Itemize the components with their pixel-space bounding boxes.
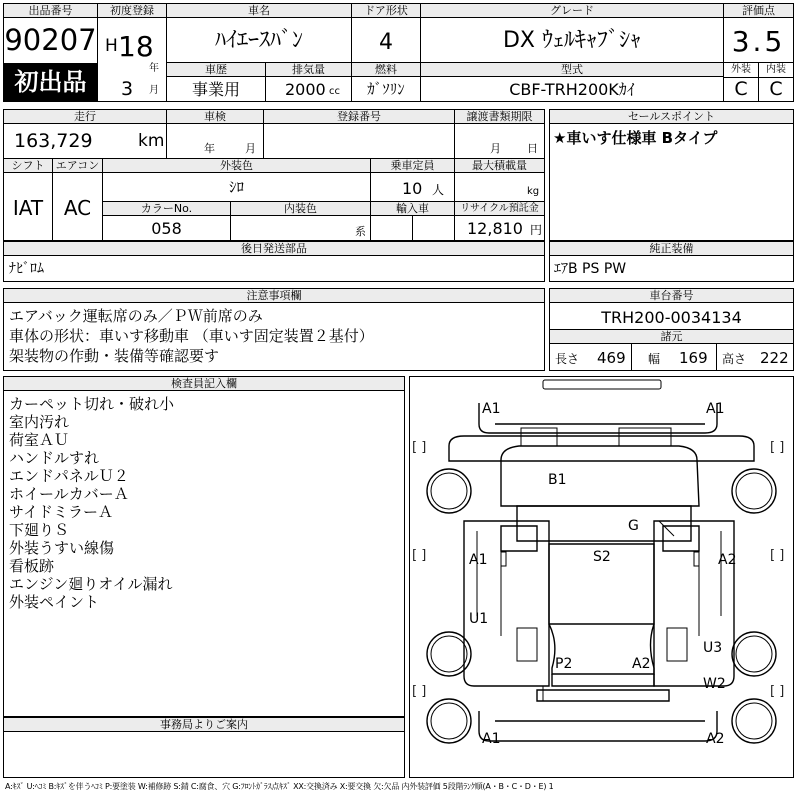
mark-left-rear: U1 [469,611,489,627]
car-name: ﾊｲｴｰｽﾊﾞﾝ [214,28,303,53]
notes-line: 車体の形状：車いす移動車 （車いす固定装置２基付） [9,327,374,345]
fuel-value: ｶﾞｿﾘﾝ [367,80,405,98]
bracket-mark: [ ] [770,440,785,455]
inspector-line: エンジン廻りオイル漏れ [9,575,173,593]
grade-label: グレード [421,4,723,18]
score-value: 3.5 [731,25,786,58]
ext-color-value: ｼﾛ [228,178,244,196]
inspection-label: 車検 [167,110,263,124]
car-diagram [409,376,794,778]
fuel-label: 燃料 [352,63,420,77]
mark-roof: S2 [593,549,611,565]
lot-label: 出品番号 [4,4,97,18]
doors-value: 4 [379,30,393,55]
displacement-label: 排気量 [266,63,351,77]
bracket-mark: [ ] [770,548,785,563]
sales-points-text: ★車いす仕様車 Bタイプ [553,129,718,147]
model-value: CBF-TRH200Kｶｲ [509,80,635,99]
office-label: 事務局よりご案内 [4,718,404,732]
aircon-value: AC [63,196,92,220]
doors-label: ドア形状 [352,4,420,18]
mark-rear-glass: P2 [555,656,573,672]
aircon-label: エアコン [53,159,102,173]
shift-value: IAT [12,196,44,220]
bracket-mark: [ ] [412,440,427,455]
mark-hood: B1 [548,472,567,488]
inspector-line: 看板跡 [9,557,55,575]
mileage-label: 走行 [4,110,166,124]
dimensions-label: 諸元 [550,330,793,344]
height-value: 222 [760,349,789,367]
displacement-value: 2000 [285,80,326,99]
grade-value: DX ｳｪﾙｷｬﾌﾞｼｬ [502,28,641,53]
registration-label: 初度登録 [98,4,166,18]
capacity-label: 乗車定員 [371,159,454,173]
chassis-value: TRH200-0034134 [601,308,742,327]
inspector-line: 外装うすい線傷 [9,539,115,557]
inspector-line: 荷室ＡＵ [9,431,70,449]
legend: A:ｷｽﾞ U:ﾍｺﾐ B:ｷｽﾞを伴うﾍｺﾐ P:要塗装 W:補修跡 S:錆 C:腐食、穴 G:ﾌﾛﾝﾄｶﾞﾗｽ点ｷｽﾞ XX:交換済み X:要交換 欠:欠品 内外装評価 5段階ﾗﾝｸ順(A・B・C・D・E) 1 [5,782,554,791]
inspector-line: ハンドルすれ [9,449,100,467]
notes-line: エアバック運転席のみ／ＰＷ前席のみ [9,307,263,325]
max-load-label: 最大積載量 [455,159,544,173]
registration-year: 18 [118,30,154,63]
details-block [3,109,545,241]
ext-color-label: 外装色 [103,159,370,173]
mark-left-door: A1 [469,552,488,568]
chassis-label: 車台番号 [550,289,793,303]
inspector-line: ホイールカバーＡ [9,485,129,503]
history-value: 事業用 [191,80,240,99]
int-color-label: 内装色 [231,202,370,216]
shift-label: シフト [4,159,52,173]
inspector-line: 下廻りＳ [9,521,70,539]
inspector-line: 外装ペイント [9,593,100,611]
sales-points-label: セールスポイント [550,110,793,124]
mark-windshield: G [628,518,639,534]
mileage-value: 163,729 [14,130,93,152]
length-value: 469 [597,349,626,367]
color-no-value: 058 [151,219,182,238]
genuine-equip-label: 純正装備 [550,242,793,256]
width-value: 169 [679,349,708,367]
inspector-label: 検査員記入欄 [4,377,404,391]
inspector-line: 室内汚れ [9,413,70,431]
registration-era: H [105,36,118,56]
history-label: 車歴 [167,63,265,77]
mark-rear-panel: A2 [632,656,651,672]
inspector-line: サイドミラーＡ [9,503,113,521]
mark-rear-right: W2 [703,676,726,692]
import-label: 輸入車 [371,202,454,216]
genuine-equip-value: ｴｱB PS PW [554,261,627,277]
interior-score: C [769,78,783,100]
registration-month: 3 [121,78,134,100]
later-parts-label: 後日発送部品 [4,242,544,256]
car-name-label: 車名 [167,4,351,18]
mark-front-right: A1 [706,401,725,417]
transfer-label: 譲渡書類期限 [455,110,544,124]
score-label: 評価点 [724,4,793,18]
color-no-label: カラーNo. [103,202,230,216]
mark-rear-bumper-left: A1 [482,731,501,747]
recycle-label: リサイクル預託金 [455,202,544,216]
model-label: 型式 [421,63,723,77]
first-time-label: 初出品 [14,68,87,96]
mark-right-door: A2 [718,552,737,568]
notes-label: 注意事項欄 [4,289,544,303]
bracket-mark: [ ] [412,684,427,699]
notes-line: 架装物の作動・装備等確認要す [9,347,220,365]
later-parts-value: ﾅﾋﾞﾛﾑ [9,261,44,277]
mark-rear-bumper-right: A2 [706,731,725,747]
exterior-score: C [734,78,748,100]
bracket-mark: [ ] [412,548,427,563]
plate-label: 登録番号 [264,110,454,124]
lot-number: 90207 [4,23,97,57]
bracket-mark: [ ] [770,684,785,699]
capacity-value: 10 [402,179,423,198]
inspector-line: エンドパネルＵ２ [9,467,129,485]
mark-right-rear: U3 [703,640,723,656]
recycle-value: 12,810 [467,219,523,238]
mark-front-left: A1 [482,401,501,417]
inspector-line: カーペット切れ・破れ小 [9,395,175,413]
